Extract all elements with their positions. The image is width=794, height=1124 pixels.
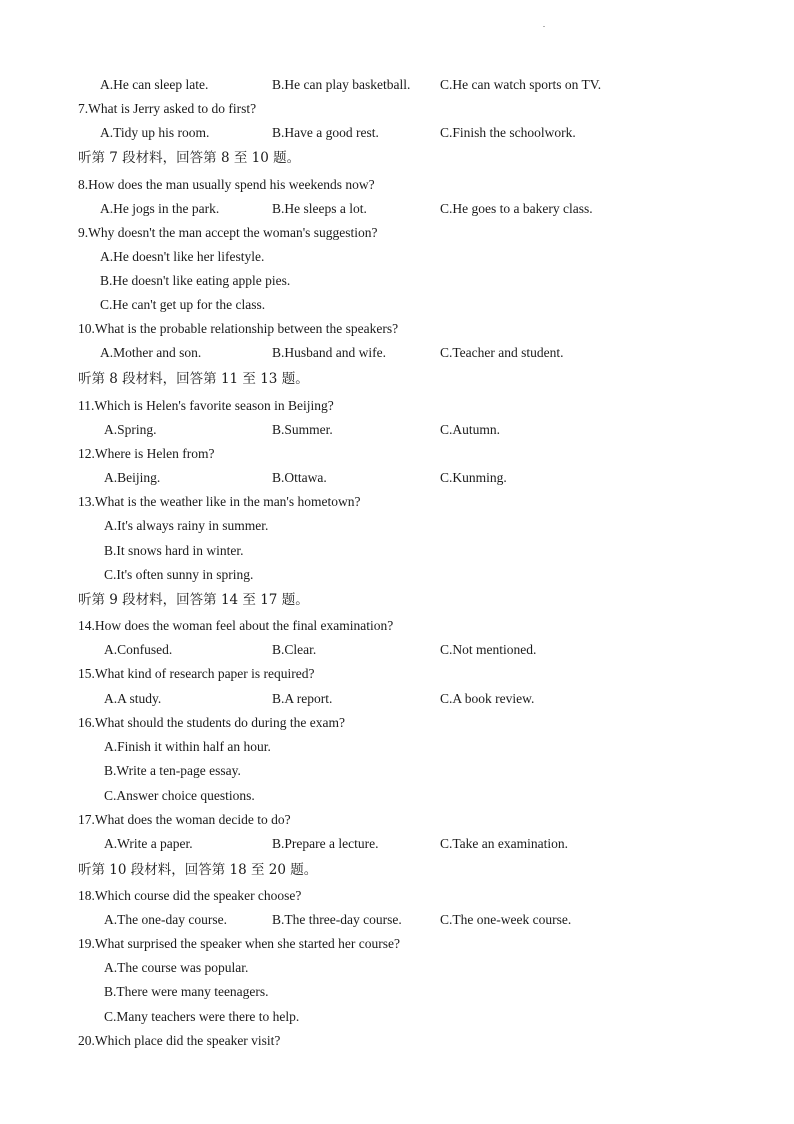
- option-b: B.He sleeps a lot.: [272, 201, 367, 216]
- option-b: B.The three-day course.: [272, 912, 402, 927]
- section-heading: 听第 7 段材料，回答第 8 至 10 题。: [78, 150, 301, 166]
- option-c: C.He goes to a bakery class.: [440, 201, 593, 216]
- option-text: A.Finish it within half an hour.: [104, 739, 271, 754]
- option-text: A.The course was popular.: [104, 960, 249, 975]
- option-b: B.Prepare a lecture.: [272, 836, 379, 851]
- option-text: B.It snows hard in winter.: [104, 543, 244, 558]
- option-c: C.The one-week course.: [440, 912, 572, 927]
- option-b: B.He can play basketball.: [272, 77, 411, 92]
- option-a: A.He jogs in the park.: [100, 201, 220, 216]
- question-text: 16.What should the students do during the exam?: [78, 715, 345, 730]
- option-c: C.Take an examination.: [440, 836, 569, 851]
- option-text: A.He doesn't like her lifestyle.: [100, 249, 265, 264]
- option-text: C.Answer choice questions.: [104, 788, 255, 803]
- question-text: 8.How does the man usually spend his weekends now?: [78, 177, 375, 192]
- question-text: 14.How does the woman feel about the final examination?: [78, 618, 394, 633]
- option-b: B.Summer.: [272, 422, 333, 437]
- question-text: 15.What kind of research paper is required?: [78, 666, 315, 681]
- option-c: C.Teacher and student.: [440, 345, 564, 360]
- option-b: B.Clear.: [272, 642, 317, 657]
- question-text: 18.Which course did the speaker choose?: [78, 888, 302, 903]
- option-text: B.He doesn't like eating apple pies.: [100, 273, 291, 288]
- option-a: A.Mother and son.: [100, 345, 202, 360]
- section-heading: 听第 8 段材料，回答第 11 至 13 题。: [78, 371, 309, 387]
- option-a: A.Spring.: [104, 422, 157, 437]
- option-c: C.Autumn.: [440, 422, 501, 437]
- question-text: 17.What does the woman decide to do?: [78, 812, 291, 827]
- option-text: A.It's always rainy in summer.: [104, 518, 269, 533]
- option-b: B.Husband and wife.: [272, 345, 386, 360]
- question-text: 13.What is the weather like in the man's hometown?: [78, 494, 361, 509]
- option-a: A.Write a paper.: [104, 836, 193, 851]
- option-c: C.Finish the schoolwork.: [440, 125, 576, 140]
- option-c: C.A book review.: [440, 691, 535, 706]
- option-a: A.Beijing.: [104, 470, 161, 485]
- section-heading: 听第 10 段材料，回答第 18 至 20 题。: [78, 862, 318, 878]
- question-text: 11.Which is Helen's favorite season in Beijing?: [78, 398, 334, 413]
- question-text: 9.Why doesn't the man accept the woman's suggestion?: [78, 225, 378, 240]
- option-c: C.Kunming.: [440, 470, 507, 485]
- option-text: B.Write a ten-page essay.: [104, 763, 241, 778]
- option-c: C.Not mentioned.: [440, 642, 537, 657]
- option-text: C.Many teachers were there to help.: [104, 1009, 300, 1024]
- section-heading: 听第 9 段材料，回答第 14 至 17 题。: [78, 592, 309, 608]
- option-b: B.Have a good rest.: [272, 125, 379, 140]
- option-a: A.Tidy up his room.: [100, 125, 210, 140]
- option-b: B.A report.: [272, 691, 333, 706]
- option-text: C.He can't get up for the class.: [100, 297, 266, 312]
- option-b: B.Ottawa.: [272, 470, 327, 485]
- question-text: 7.What is Jerry asked to do first?: [78, 101, 257, 116]
- question-text: 10.What is the probable relationship between the speakers?: [78, 321, 399, 336]
- option-a: A.The one-day course.: [104, 912, 227, 927]
- scan-mark: [543, 26, 545, 27]
- option-c: C.He can watch sports on TV.: [440, 77, 602, 92]
- option-a: A.He can sleep late.: [100, 77, 209, 92]
- option-text: C.It's often sunny in spring.: [104, 567, 254, 582]
- option-text: B.There were many teenagers.: [104, 984, 269, 999]
- option-a: A.A study.: [104, 691, 162, 706]
- question-text: 20.Which place did the speaker visit?: [78, 1033, 281, 1048]
- question-text: 12.Where is Helen from?: [78, 446, 215, 461]
- option-a: A.Confused.: [104, 642, 173, 657]
- question-text: 19.What surprised the speaker when she started her course?: [78, 936, 401, 951]
